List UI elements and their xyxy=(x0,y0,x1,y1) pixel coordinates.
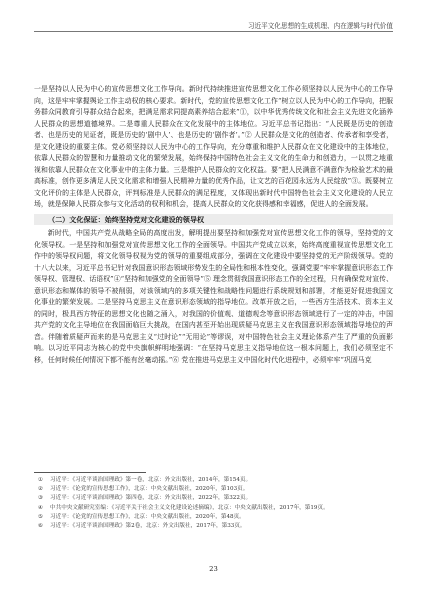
footnotes xyxy=(34,472,393,531)
paragraph: 一是坚持以人民为中心的宣传思想文化工作导向。新时代持续推进宣传思想文化工作必须坚持以人民为中心的工作导向，这是牢牢掌握舆论工作主动权的核心要求。新时代，党的宣传思想文化工作“树立以人民为中心的工作导向，把服务群众同教育引导群众结合起来，把满足需求同提高素养结合起来”①，以中华优秀传统文化和社会主义先进文化涵养人民群众的思想道德境界。二是尊重人民群众在文化发展中的主体地位。习近平总书记指出：“人民既是历史的创造者、也是历史的见证者，既是历史的‘剧中人’、也是历史的‘剧作者’。”② 人民群众是文化的创造者、传承者和享受者，是文化建设的重要主体。党必须坚持以人民为中心的工作导向，充分尊重和维护人民群众在文化建设中的主体地位，依靠人民群众的智慧和力量推动文化的繁荣发展，始终保持中国特色社会主义文化的生命力和创造力，一以贯之地重视和依靠人民群众在文化事业中的主体力量。三是维护人民群众的文化权益。要“把人民满意不满意作为检验艺术的最高标准，创作更多满足人民文化需求和增强人民精神力量的优秀作品，让文艺的百花园永远为人民绽放”③。既要树立文化评价的主体是人民群众，评判标准是人民群众的满足程度，又体现出新时代中国特色社会主义文化建设的人民立场，就是保障人民群众参与文化活动的权利和机会，提高人民群众的文化获得感和幸福感，促进人的全面发展。 xyxy=(34,85,393,209)
footnote: ② 习近平：《论党的宣传思想工作》，北京：中央文献出版社，2020年，第103页。 xyxy=(38,486,249,493)
section-heading: （二）文化保证：始终坚持党对文化建设的领导权 xyxy=(34,214,393,225)
page-number: 23 xyxy=(209,565,218,573)
footnote-rule xyxy=(34,472,146,473)
footnote: ⑥ 习近平：《习近平谈治国理政》第2卷，北京：外文出版社，2017年，第33页。 xyxy=(38,523,246,530)
running-header: 习近平文化思想的生成机理、内在逻辑与时代价值 xyxy=(247,22,393,30)
footnote: ⑤ 习近平：《论党的宣传思想工作》，北京：中央文献出版社，2020年，第48页。 xyxy=(38,513,245,520)
header-rule xyxy=(34,31,393,32)
footnote: ④ 中共中央文献研究室编：《习近平关于社会主义文化建设论述摘编》，北京：中央文献出版社，2017年，第19页。 xyxy=(38,504,329,511)
footnote: ③ 习近平：《习近平谈治国理政》第四卷，北京：外文出版社，2022年，第322页。 xyxy=(38,495,252,502)
paragraph: 新时代，中国共产党从战略全局的高度出发，解明提出要坚持和加强党对宣传思想文化工作的领导，坚持党的文化领导权。一是坚持和加强党对宣传思想文化工作的全面领导。中国共产党成立以来，始终高度重视宣传思想文化工作中的领导权问题，将文化领导权视为党的领导的重要组成部分，强调在文化建设中要坚持党的无产阶级领导。党的十八大以来，习近平总书记针对我国意识形态领域形势发生的全局性和根本性变化，强调党要“牢牢掌握意识形态工作领导权、管理权、话语权”④“坚持和加强党的全面领导”⑤ 理念贯彻我国意识形态工作的全过程，只有确保党对宣传、意识形态和媒体的领导不被削弱，对该领域内的多项关键性和战略性问题进行系统规划和部署，才能更好促进我国文化事业的繁荣发展。二是坚持马克思主义在意识形态领域的指导地位。改革开放之后，一些西方生活技术、资本主义的同时，极具西方特征的思想文化也随之涌入，对我国的价值观、道德观念等意识形态领域进行了一定的冲击，中国共产党的文化主导地位在我国面临巨大挑战，在国内甚至开始出现质疑马克思主义在我国意识形态领域指导地位的声音。伴随着质疑声而来的是马克思主义“过时论”“无用论”等谬误，对中国特色社会主义理论体系产生了严重的负面影响。以习近平同志为核心的党中央旗帜鲜明地强调：“在坚持马克思主义指导地位这一根本问题上，我们必须坚定不移，任何时候任何情况下都不能有丝毫动摇。”⑥ 党在推进马克思主义中国化时代化进程中，必须牢牢“巩固马克 xyxy=(34,229,393,365)
body-text xyxy=(34,84,393,367)
footnote: ① 习近平：《习近平谈治国理政》第一卷，北京：外文出版社，2014年，第154页。 xyxy=(38,477,252,483)
